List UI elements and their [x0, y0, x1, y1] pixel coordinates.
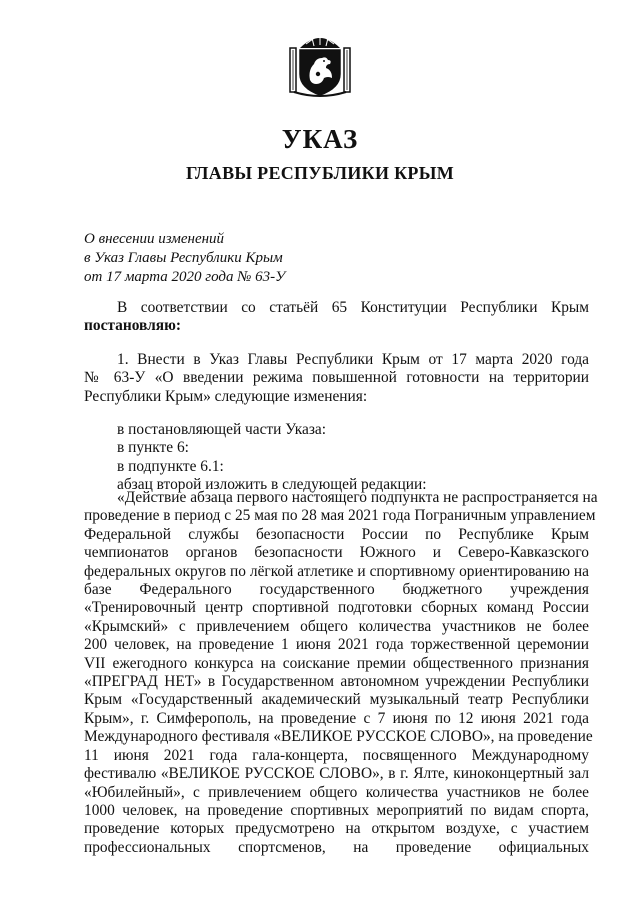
- list-item: абзац второй изложить в следующей редакции:: [117, 476, 427, 494]
- subject-line: от 17 марта 2020 года № 63-У: [84, 269, 286, 285]
- page-subtitle: ГЛАВЫ РЕСПУБЛИКИ КРЫМ: [186, 163, 454, 183]
- paragraph-line: В соответствии со статьёй 65 Конституции Республики Крым: [117, 299, 589, 316]
- paragraph-line: Международного фестиваля «ВЕЛИКОЕ РУССКОЕ СЛОВО», на проведение: [84, 728, 593, 746]
- paragraph-line: «Тренировочный центр спортивной подготовки сборных команд России: [84, 599, 589, 617]
- quoted-amendment: [84, 489, 598, 857]
- subject-line: в Указ Главы Республики Крым: [84, 250, 283, 266]
- paragraph-line: фестивалю «ВЕЛИКОЕ РУССКОЕ СЛОВО», в г. Ялте, киноконцертный зал: [84, 765, 589, 783]
- paragraph-line: «Действие абзаца первого настоящего подпункта не распространяется на: [117, 489, 598, 506]
- paragraph-line: «Крымский» с привлечением общего количества участников не более: [84, 617, 589, 635]
- crimea-coat-of-arms-icon: [286, 30, 354, 98]
- paragraph-line: чемпионатов органов безопасности Южного и Северо-Кавказского: [84, 544, 589, 562]
- paragraph-line: 1000 человек, на проведение спортивных мероприятий по видам спорта,: [84, 801, 589, 819]
- subject-line: О внесении изменений: [84, 231, 225, 247]
- intro-paragraph: [84, 299, 589, 336]
- paragraph-line: Крым», г. Симферополь, на проведение с 7 июня по 12 июня 2021 года: [84, 709, 589, 727]
- paragraph-line: Крым «Государственный академический музыкальный театр Республики: [84, 691, 589, 709]
- paragraph-line: проведение в период с 25 мая по 28 мая 2021 года Пограничным управлением: [84, 507, 596, 525]
- paragraph-line: VII ежегодного конкурса на соискание премии общественного признания: [84, 654, 589, 672]
- page-title: УКАЗ: [281, 124, 359, 154]
- paragraph-line: 11 июня 2021 года гала-концерта, посвященного Международному: [84, 746, 589, 764]
- list-item: в пункте 6:: [117, 439, 189, 457]
- paragraph-line: Федеральной службы безопасности России по Республике Крым: [84, 525, 589, 543]
- paragraph-line: федеральных округов по лёгкой атлетике и спортивному ориентированию на: [84, 562, 589, 580]
- paragraph-line: профессиональных спортсменов, на проведение официальных: [84, 838, 589, 856]
- paragraph-line: 200 человек, на проведение 1 июня 2021 года торжественной церемонии: [84, 636, 589, 654]
- list-item: в постановляющей части Указа:: [117, 421, 327, 438]
- paragraph-line: проведение которых предусмотрено на открытом воздухе, с участием: [84, 820, 589, 838]
- paragraph-line: «ПРЕГРАД НЕТ» в Государственном автономном учреждении Республики: [84, 673, 589, 691]
- document-subject: [84, 230, 285, 287]
- decree-verb: постановляю:: [84, 317, 181, 335]
- paragraph-line: «Юбилейный», с привлечением общего количества участников не более: [84, 783, 589, 801]
- item-1-paragraph: [84, 351, 589, 406]
- paragraph-line: № 63-У «О введении режима повышенной готовности на территории: [84, 369, 589, 387]
- paragraph-line: 1. Внести в Указ Главы Республики Крым от 17 марта 2020 года: [117, 351, 589, 368]
- instruction-list: [84, 421, 589, 495]
- paragraph-line: базе Федерального государственного бюджетного учреждения: [84, 581, 589, 599]
- paragraph-line: Республики Крым» следующие изменения:: [84, 387, 368, 405]
- list-item: в подпункте 6.1:: [117, 457, 224, 475]
